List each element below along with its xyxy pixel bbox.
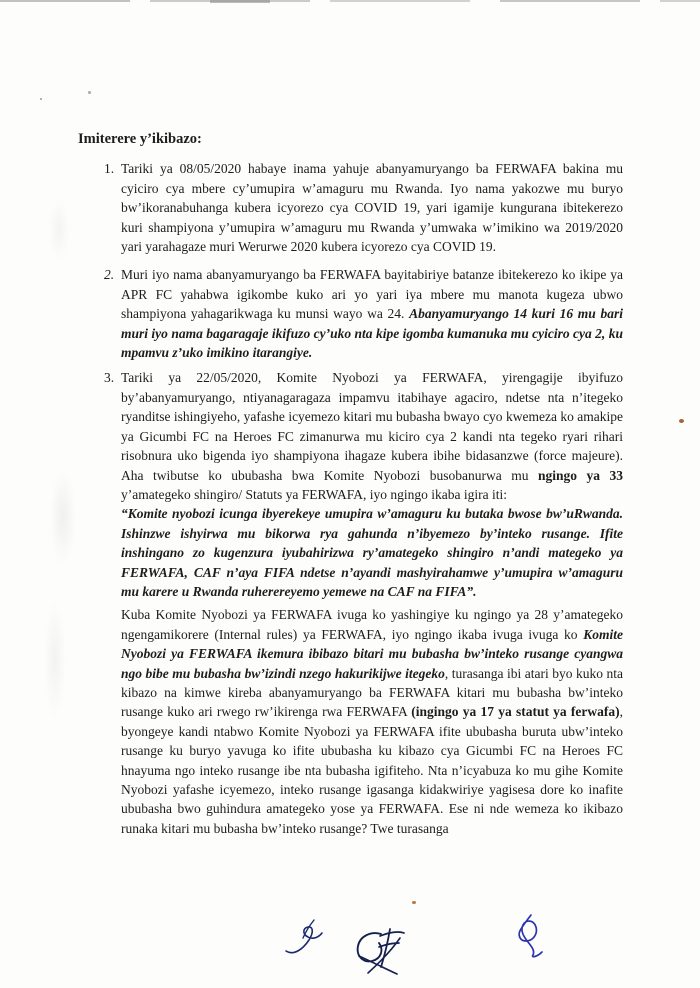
text-run: Tariki ya 22/05/2020, Komite Nyobozi ya FERWAFA, yirengagije ibyifuzo by’abanyamuryango, ntiyanagaragaza impamvu itabihaye agaciro, ndetse nta n’itegeko ryanditse ishingiyeho, yafashe icyemezo kitari mu bubasha bwayo cyo kwemeza ko amakipe ya Gicumbi FC na Heroes FC zimanurwa mu kiciro cya 2 kandi nta tegeko ryari rihari risobnura uko bigenda iyo shampiyona ihagaze kubera ibihe bidasanzwe (force majeure). Aha twibutse ko ububasha bwa Komite Nyobozi busobanurwa mu [121,370,623,483]
signature-right-mark [519,915,542,957]
list-item-text [121,370,623,501]
text-run: Muri iyo nama abanyamuryango ba FERWAFA bayitabiriye batanze ibitekerezo ko ikipe ya APR FC yahabwa igikombe kuko ari yo yari iya mbere mu manota kugeza ubwo shampiyona yahagarikwaga ku munsi wayo wa 24. [121,267,623,322]
list-item-number: 2. [104,267,115,283]
scan-edge-artifact [500,0,640,2]
text-run: Komite Nyobozi ya FERWAFA ikemura ibibazo bitari mu bubasha bw’inteko rusange cyangwa ngo bibe mu bubasha bw’izindi nzego hakurikijwe itegeko [121,626,623,681]
text-run: y’amategeko shingiro/ Statuts ya FERWAFA, iyo ngingo ikaba igira iti: [121,486,507,502]
closing-paragraph [121,605,623,838]
numbered-list [78,159,623,504]
text-run: ngingo ya 33 [537,467,623,483]
text-run: Tariki ya 08/05/2020 habaye inama yahuje abanyamuryango ba FERWAFA bakina mu cyiciro cya mbere cy’umupira w’amaguru mu Rwanda. Iyo nama yakozwe mu buryo bw’ikoranabuhanga kubera icyorezo cya COVID 19, yari igamije kungurana ibitekerezo kuri shampiyona y’umupira w’amaguru mu Rwanda y’umwaka w’imikino wa 2019/2020 yari yarahagaze muri Werurwe 2020 kubera icyorezo cya COVID 19. [121,161,623,255]
list-item [104,368,623,504]
list-item [104,159,623,256]
dust-speck [88,91,91,94]
scan-edge-artifact [0,0,130,2]
statute-quote-paragraph [121,504,623,601]
dust-speck [40,98,42,100]
list-item-text [121,161,623,254]
text-run: “Komite nyobozi icunga ibyerekeye umupira w’amaguru ku butaka bwose bw’uRwanda. Ishinzwe ishyirwa mu bikorwa rya gahunda n’ibyemezo by’inteko rusange. Ifite inshingano zo kugenzura iyubahirizwa ry’amategeko shingiro n’andi mategeko ya FERWAFA, CAF n’aya FIFA ndetse n’ayandi mashyirahamwe y’umupira w’amaguru mu karere u Rwanda ruherereyemo yemewe na CAF na FIFA”. [121,506,623,599]
signature-middle-mark [358,929,404,974]
signature-left-mark [286,920,322,953]
scan-edge-artifact [210,0,270,3]
scan-edge-artifact [330,0,470,2]
text-run: Kuba Komite Nyobozi ya FERWAFA ivuga ko yashingiye ku ngingo ya 28 y’amategeko ngengamikorere (Internal rules) ya FERWAFA, iyo ngingo ikaba ivuga ivuga ko [121,607,623,642]
signature-area [270,898,560,986]
document-body [78,130,623,838]
list-item-number: 3. [104,370,115,386]
scan-blotch [50,470,76,565]
list-item-number: 1. [104,161,115,177]
text-run: (ingingo ya 17 ya statut ya ferwafa) [411,704,620,720]
text-run: , turasanga ibi atari byo kuko nta kibazo na kimwe kireba abanyamuryango ba FERWAFA kitari mu bubasha bw’inteko rusange kuko ari rwego rw’ikirenga rwa FERWAFA [121,665,623,720]
list-item-text [121,267,623,360]
text-run: , byongeye kandi ntabwo Komite Nyobozi ya FERWAFA ifite ububasha buruta ubw’inteko rusange ku buryo yavuga ko ifite ububasha ku kibazo cya Gicumbi FC na Heroes FC hnayuma ngo inteko rusange ibe nta bubasha igifiteho. Nta n’icyabuza ko mu gihe Komite Nyobozi yafashe icyemezo, inteko rusange igasanga kidakwiriye yagisesa dore ko inafite ububasha bwo guhindura amategeko yose ya FERWAFA. Ese ni nde wemeza ko ikibazo runaka kitari mu bubasha bw’inteko rusange? Twe turasanga [121,704,624,836]
document-heading: Imiterere y’ikibazo: [78,131,202,147]
list-item [104,265,623,362]
scan-edge-artifact [660,0,700,2]
ink-speck [679,419,684,423]
scan-blotch [48,200,70,260]
scan-blotch [44,600,66,720]
text-run: Abanyamuryango 14 kuri 16 mu bari muri iyo nama bagaragaje ikifuzo cy’uko nta kipe igomba kumanuka mu cyiciro cya 2, ku mpamvu z’uko imikino itarangiye. [121,306,623,361]
